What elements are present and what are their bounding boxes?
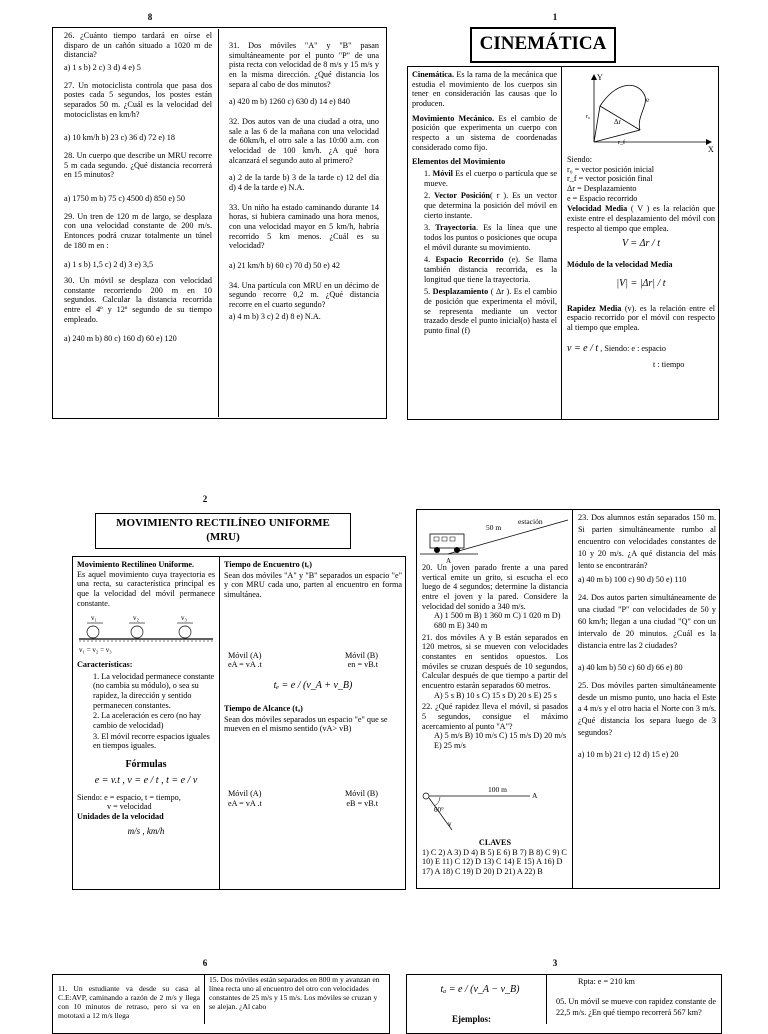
axis-y-label: Y xyxy=(597,73,603,82)
page-8-divider xyxy=(218,29,219,417)
station-label: estación xyxy=(518,517,543,526)
list-item: 5. Desplazamiento ( Δr ). Es el cambio de posición que experimenta el móvil, se representa mediante un vector trazado desde el punto inicial(o) hasta el punto final (f) xyxy=(424,287,557,336)
legend-rf: r_f = vector posición final xyxy=(567,174,653,184)
label-e: e xyxy=(646,96,650,104)
heading-caracteristicas: Características: xyxy=(77,660,133,670)
movil-labels-row xyxy=(224,651,402,661)
movil-a-label: Móvil (A) xyxy=(228,788,262,798)
list-caracteristicas xyxy=(77,672,215,751)
page-1-divider xyxy=(561,67,562,419)
page-7-left-column xyxy=(422,563,568,773)
list-item: 1. La velocidad permanece constante (no cambia su módulo), o sea su rapidez, la dirección y sentido permanecen constantes. xyxy=(93,671,215,710)
formula-velocidad-media: V = Δr / t xyxy=(622,238,660,250)
page-title-cinematica: CINEMÁTICA xyxy=(470,27,616,63)
v1-label: v₁ xyxy=(91,614,97,623)
siendo-line-1: Siendo: e = espacio, t = tiempo, xyxy=(77,792,181,802)
question-05: 05. Un móvil se mueve con rapidez constante de 22,5 m/s. ¿En qué tiempo recorrerá 567 km? xyxy=(556,997,716,1018)
page-number-8: 8 xyxy=(147,12,153,22)
label-delta-r: Δr xyxy=(614,118,621,126)
approach-diagram xyxy=(418,786,568,836)
page-1-right-column xyxy=(567,155,715,417)
heading-modulo: Módulo de la velocidad Media xyxy=(567,260,673,270)
text-tiempo-encuentro: Sean dos móviles "A" y "B" separados un espacio "e" y con MRU cada uno, parten al encuentro en forma simultánea. xyxy=(224,570,402,600)
page-number-2: 2 xyxy=(202,494,208,504)
question-21: 21. dos móviles A y B están separados en 120 metros, si se mueven con velocidades constantes en sentidos opuestos. Los móviles se cruzan después de 10 segundos, Calcular después de que tiempo a partir del encuentro estarán separados 60 metros. A) 5 s B) 10 s C) 15 s D) 20 s E) 25 s xyxy=(422,632,568,700)
question-25: 25. Dos móviles parten simultáneamente desde un mismo punto, uno hacia el Este a 4 m/s y el otro hacia el Norte con 3 m/s. ¿Qué distancia los separa luego de 3 segundos? a) 10 m b) 21 c) 12 d) 15 e) 20 xyxy=(578,680,716,760)
page-2-divider xyxy=(219,557,220,889)
formula-modulo: |V| = |Δr| / t xyxy=(616,277,666,289)
siendo-line-2: v = velocidad xyxy=(107,802,152,812)
page-1-left-column xyxy=(412,70,557,416)
v2-label: v₂ xyxy=(133,614,139,623)
velocity-equality: v₁ = v₂ = v₃ xyxy=(79,646,112,655)
eq-a: eA = vA .t xyxy=(228,798,262,808)
page-8-left-column xyxy=(64,31,212,415)
question-31: 31. Dos móviles "A" y "B" pasan simultáneamente por el punto "P" de una pista recta con velocidad de 8 m/s y 15 m/s y en la misma dirección. ¿Qué distancia los separa al cabo de dos minutos? a) 420 m b) 1260 c) 630 d) 14 e) 840 xyxy=(229,41,379,107)
list-item: 4. Espacio Recorrido (e). Se llama también distancia recorrida, es la longitud que tiene la trayectoria. xyxy=(424,255,557,284)
list-item: 3. Trayectoria. Es la línea que une todos los puntos o posiciones que ocupa el móvil durante su movimiento. xyxy=(424,223,557,252)
heading-formulas: Fórmulas xyxy=(125,759,167,771)
question-23: 23. Dos alumnos están separados 150 m. Si parten simultáneamente rumbo al encuentro con velocidades constantes de 10 y 20 m/s. ¿A qué distancia del más lento se encontrarán? a) 40 m b) 100 c) 90 d) 50 e) 110 xyxy=(578,513,716,585)
encounter-diagram-space xyxy=(224,605,402,651)
question-34: 34. Una partícula con MRU en un décimo de segundo recorre 0,2 m. ¿Qué distancia recorre en el cuarto segundo? a) 4 m b) 3 c) 2 d) 8 e) N.A. xyxy=(229,280,379,321)
question-26: 26. ¿Cuánto tiempo tardará en oírse el disparo de un cañón situado a 1020 m de distancia? a) 1 s b) 2 c) 3 d) 4 e) 5 xyxy=(64,31,212,73)
axis-x-label: X xyxy=(708,145,714,152)
mru-motion-diagram xyxy=(77,612,215,654)
legend-r0: r₀ = vector posición inicial xyxy=(567,164,655,174)
heading-claves: CLAVES xyxy=(478,838,512,847)
question-29: 29. Un tren de 120 m de largo, se desplaza con una velocidad constante de 200 m/s. Entonces podrá cruzar totalmente un túnel de 180 m en : a) 1 s b) 1,5 c) 2 d) 3 e) 3,5 xyxy=(64,211,212,270)
question-24: 24. Dos autos parten simultáneamente de una ciudad "P" con velocidades de 50 y 60 km/h; llegan a una ciudad "Q" con un intervalo de 20 minutos. ¿Cuál es la distancia entre las 2 ciudades? a) 40 km b) 50 c) 60 d) 66 e) 80 xyxy=(578,593,716,672)
movil-eq-row-2 xyxy=(224,799,402,809)
page-3-divider xyxy=(546,975,547,1024)
list-elementos xyxy=(412,169,557,336)
eq-b: eB = vB.t xyxy=(346,798,378,808)
heading-unidades: Unidades de la velocidad xyxy=(77,812,164,822)
answer-rpta: Rpta: e = 210 km xyxy=(578,977,635,986)
movil-labels-row-2 xyxy=(224,789,402,799)
movil-eq-row xyxy=(224,660,402,670)
point-a-label: A xyxy=(532,791,538,800)
page-number-3: 3 xyxy=(552,958,558,968)
list-item: 3. El móvil recorre espacios iguales en tiempos iguales. xyxy=(93,731,210,751)
page-2-left-column xyxy=(77,560,215,886)
def-movimiento-mecanico: Movimiento Mecánico. Es el cambio de posición que experimenta un cuerpo con respecto a un sistema de coordenadas considerado como fijo. xyxy=(412,113,557,152)
position-vector-diagram xyxy=(566,72,716,152)
units-line: m/s , km/h xyxy=(127,825,165,836)
question-15: 15. Dos móviles están separados en 800 m y avanzan en línea recta uno al encuentro del otro con velocidades constantes de 25 m/s y 15 m/s. Los móviles se cruzan y se alejan. ¿Al cabo xyxy=(209,976,380,1011)
formula-tiempo-alcance: tₐ = e / (v_A − v_B) xyxy=(440,984,520,995)
formula-tiempo-encuentro: tₑ = e / (v_A + v_B) xyxy=(273,680,353,692)
eq-b: en = vB.t xyxy=(347,660,378,670)
legend-dr: Δr = Desplazamiento xyxy=(567,184,637,194)
page-title-mru: MOVIMIENTO RECTILÍNEO UNIFORME (MRU) xyxy=(95,513,351,549)
movil-a-label: Móvil (A) xyxy=(228,650,262,660)
distance-100m: 100 m xyxy=(488,786,507,794)
eq-a: eA = vA .t xyxy=(228,660,262,670)
answer-key xyxy=(422,838,568,888)
def-mru: Movimiento Rectilíneo Uniforme. Es aquel movimiento cuya trayectoria es una recta, su característica principal es que la velocidad del móvil permanece constante. xyxy=(77,560,215,608)
formulas-line: e = v.t , v = e / t , t = e / v xyxy=(94,774,198,786)
list-item: 2. Vector Posición( r ). Es un vector que determina la posición del móvil en cierto instante. xyxy=(424,191,557,220)
alcance-diagram-space xyxy=(224,739,402,789)
velocity-label: v xyxy=(448,820,452,828)
question-32: 32. Dos autos van de una ciudad a otra, uno sale a las 6 de la mañana con una velocidad de 60km/h, el otro sale a las 10:00 a.m. con velocidad de 100 km/h. ¿A qué hora alcanzará el segundo auto al primero? a) 2 de la tarde b) 3 de la tarde c) 12 del día d) 4 de la tarde e) N.A. xyxy=(229,117,379,193)
legend-e: e = Espacio recorrido xyxy=(567,193,638,203)
v3-label: v₃ xyxy=(181,614,187,623)
label-rf: r_f xyxy=(618,140,625,146)
page-8-right-column xyxy=(229,41,379,415)
label-r0: r₀ xyxy=(586,114,591,120)
question-33: 33. Un niño ha estado caminando durante 14 horas, si hubiera caminado una hora menos, con una velocidad mayor en 5 km/h, habría recorrido 5 km menos. ¿Cuál es su velocidad? a) 21 km/h b) 60 c) 70 d) 50 e) 42 xyxy=(229,202,379,271)
def-velocidad-media: Velocidad Media ( V ) es la relación que existe entre el desplazamiento del móvil con respecto al tiempo que emplea. xyxy=(567,204,715,233)
movil-b-label: Móvil (B) xyxy=(345,650,378,660)
question-20: 20. Un joven parado frente a una pared vertical emite un grito, si escucha el eco luego de 4 segundos; determine la distancia entre el joven y la pared. Considere la velocidad del sonido a 340 m/s. A) 1 500 m B) 1 360 m C) 1 020 m D) 680 m E) 340 m xyxy=(422,563,568,631)
def-rapidez-media: Rapidez Media (v). es la relación entre el espacio recorrido por el móvil con respecto al tiempo que emplea. xyxy=(567,303,715,332)
question-11: 11. Un estudiante va desde su casa al C.E:AVP, caminando a razón de 2 m/s y llega con 10 minutos de retraso, pero si va en mototaxi a 12 m/s llega xyxy=(58,985,200,1020)
heading-tiempo-alcance: Tiempo de Alcance (tₐ) xyxy=(224,703,303,713)
legend-t: t : tiempo xyxy=(653,360,685,370)
question-22: 22. ¿Qué rapidez lleva el móvil, si pasados 5 segundos, consigue el máximo acercamiento al punto "A"? A) 5 m/s B) 10 m/s C) 15 m/s D) 20 m/s E) 25 m/s xyxy=(422,702,568,751)
heading-tiempo-encuentro: Tiempo de Encuentro (tₑ) xyxy=(224,560,313,569)
page-7-divider xyxy=(572,510,573,888)
page-6-divider xyxy=(204,975,205,1024)
angle-label: 60° xyxy=(434,806,444,814)
def-cinematica: Cinemática. Es la rama de la mecánica que estudia el movimiento de los cuerpos sin tener en consideración las causas que lo producen. xyxy=(412,70,557,109)
question-30: 30. Un móvil se desplaza con velocidad constante recorriendo 200 m en 10 segundos. Calcular la distancia recorrida entre el 4º y 12º segundo de su tiempo empleado. a) 240 m b) 80 c) 160 d) 60 e) 120 xyxy=(64,276,212,344)
claves-list: 1) C 2) A 3) D 4) B 5) E 6) B 7) B 8) C 9) C 10) E 11) C 12) D 13) C 14) E 15) A 16) D 17) A 18) C 19) D 20) D 21) A 22) B xyxy=(422,847,567,877)
page-2-right-column xyxy=(224,560,402,886)
point-a-label: A xyxy=(446,557,452,564)
page-number-6: 6 xyxy=(202,958,208,968)
text-tiempo-alcance: Sean dos móviles separados un espacio "e" que se mueven en el mismo sentido (vA> vB) xyxy=(224,714,388,734)
question-27: 27. Un motociclista controla que pasa dos postes cada 5 segundos, los postes están separados 50 m. ¿Cuál es la velocidad del motociclistas en km/h? a) 10 km/h b) 23 c) 36 d) 72 e) 18 xyxy=(64,80,212,143)
page-7-right-column xyxy=(578,512,716,886)
heading-elementos: Elementos del Movimiento xyxy=(412,157,506,167)
list-item: 1. Móvil Es el cuerpo o partícula que se mueve. xyxy=(424,169,557,188)
siendo-label: Siendo: xyxy=(567,155,593,164)
distance-50m: 50 m xyxy=(486,523,502,532)
heading-ejemplos: Ejemplos: xyxy=(452,1014,491,1024)
bus-station-diagram xyxy=(418,512,570,564)
list-item: 2. La aceleración es cero (no hay cambio de velocidad) xyxy=(93,711,201,731)
question-28: 28. Un cuerpo que describe un MRU recorre 5 m cada segundo. ¿Qué distancia recorrerá en 15 minutos? a) 1750 m b) 75 c) 4500 d) 850 e) 50 xyxy=(64,151,212,204)
formula-rapidez-media: v = e / t , Siendo: e : espacio xyxy=(567,342,666,354)
page-number-1: 1 xyxy=(552,12,558,22)
movil-b-label: Móvil (B) xyxy=(345,788,378,798)
